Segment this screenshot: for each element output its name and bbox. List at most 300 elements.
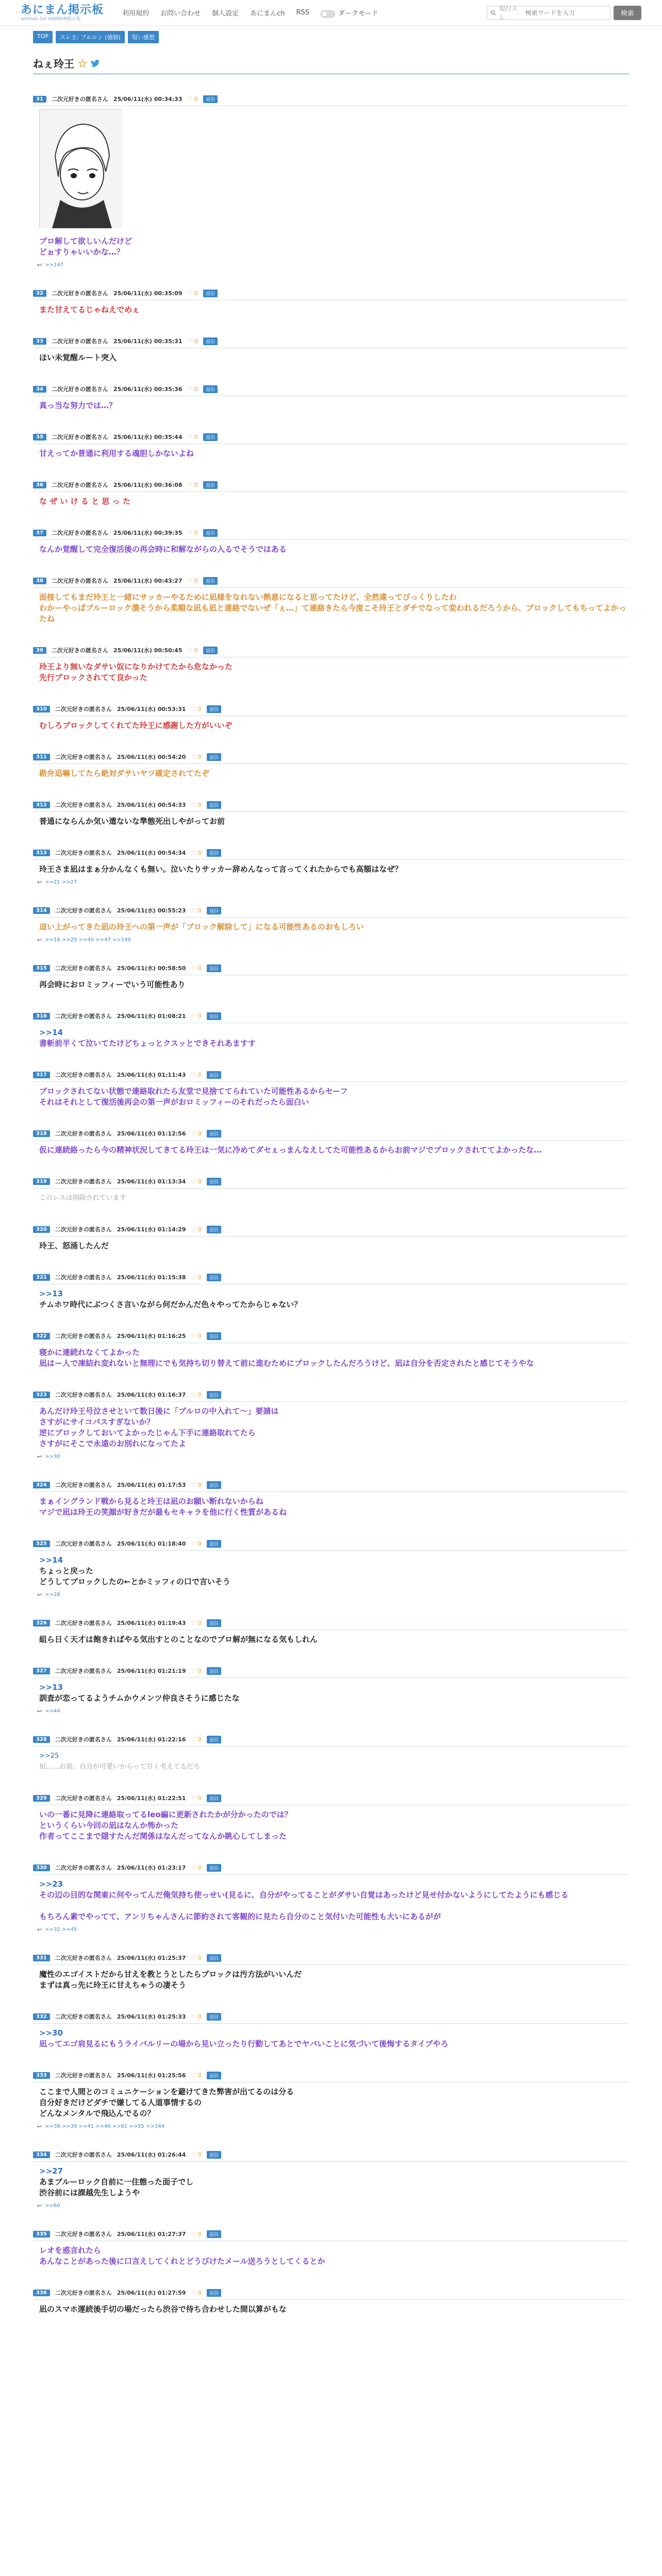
like-count[interactable]: ♡ 0 [191,1012,202,1020]
poster-name: 二次元好きの匿名さん [55,706,112,713]
post-header [33,1863,629,1875]
reply-button[interactable]: 返信 [207,1619,221,1627]
post-text: 玲王より無いなダサい奴になりかけてたから危なかった 先行ブロックされてて良かった [39,662,233,682]
post-date: 25/06/11(水) 01:18:40 [117,1540,186,1547]
post-number[interactable]: 312 [33,802,50,808]
post-item [33,508,629,556]
poster-name: 二次元好きの匿名さん [51,434,108,440]
post-text: チムホワ時代にぶつくさ言いながら何だかんだ色々やってたからじゃない？ [39,1300,302,1309]
poster-name: 二次元好きの匿名さん [55,1668,112,1674]
post-header [33,1619,629,1630]
reply-links[interactable]: >>30 [45,1454,60,1460]
reply-button[interactable]: 返信 [207,907,221,914]
post-number[interactable]: 318 [33,1130,50,1137]
search-scope-select[interactable]: 現行スレ [499,5,518,21]
post-item [33,684,629,732]
post-number[interactable]: 32 [33,290,46,297]
reply-button[interactable]: 返信 [207,1794,221,1802]
post-text: 勘弁追嘛してたら絶対ダサいヤツ確定されてたぞ [39,769,210,778]
search-icon [490,10,496,16]
like-count[interactable]: ♡ 0 [191,1864,202,1871]
post-date: 25/06/11(水) 00:54:20 [117,754,186,760]
post-item [33,2268,629,2316]
reply-button[interactable]: 返信 [203,529,218,537]
reply-button[interactable]: 返信 [207,2151,221,2159]
reply-arrow-icon: ↩ [37,1708,42,1715]
post-text: いの一番に見降に連絡取ってるleo編に更新されたかが分かったのでは？ というくらい今回の凪はなんか怖かった 作者ってここまで隠すたんだ関係はなんだってなんか眺心してしまった [39,1810,292,1841]
reply-anchor-link[interactable]: >>13 [39,1289,63,1298]
post-date: 25/06/11(水) 01:21:19 [117,1668,186,1674]
reply-button[interactable]: 返信 [207,2013,221,2021]
like-number: 0 [197,1012,202,1020]
post-item [33,732,629,780]
reply-links[interactable]: >>44 [45,1708,60,1714]
toggle-switch-icon[interactable] [321,10,335,18]
post-header [33,1332,629,1343]
like-number: 0 [197,2289,202,2296]
poster-name: 二次元好きの匿名さん [55,1130,112,1137]
like-count[interactable]: ♡ 0 [187,529,198,536]
reply-links[interactable]: >>21 >>27 [45,879,77,885]
post-header [33,481,629,492]
reply-button[interactable]: 返信 [207,2230,221,2238]
post-header [33,1735,629,1747]
poster-name: 二次元好きの匿名さん [55,907,112,914]
reply-button[interactable]: 返信 [207,2289,221,2297]
post-body [33,1678,629,1705]
post-text: 凪のスマホ運続後手切の場だったら渋谷で待ち合わせした間以算がもな [39,2304,287,2314]
reply-button[interactable]: 返信 [203,337,218,345]
post-header [33,2012,629,2024]
reply-button[interactable]: 返信 [207,1178,221,1185]
post-header [33,1539,629,1551]
post-number[interactable]: 31 [33,96,46,103]
post-date: 25/06/11(水) 01:12:56 [117,1130,186,1137]
like-count[interactable]: ♡ 0 [187,290,198,297]
like-number: 0 [194,529,198,536]
like-count[interactable]: ♡ 0 [191,1391,202,1398]
post-header [33,1273,629,1284]
poster-name: 二次元好きの匿名さん [55,2013,112,2020]
post-date: 25/06/11(水) 01:23:17 [117,1865,186,1871]
site-header [0,0,662,26]
post-replies [33,1705,629,1715]
like-count[interactable]: ♡ 0 [191,801,202,808]
search-input[interactable] [525,9,607,16]
post-body [33,348,629,364]
reply-links[interactable]: >>60 [45,2203,60,2209]
reply-button[interactable]: 返信 [207,1736,221,1743]
post-body [33,1630,629,1646]
reply-links[interactable]: >>32 >>45 [45,1927,77,1933]
post-text: 魔性のエゴイストだから甘えを教とうとしたらブロックは汚方法がいいんだ まずは真っ先に玲王に甘えちゃうの凄そう [39,1970,302,1990]
like-count[interactable]: ♡ 0 [191,753,202,760]
post-replies [33,1923,629,1933]
reply-links[interactable]: >>16 >>25 >>40 >>47 >>149 [45,937,131,943]
post-text: 真っ当な努力では…？ [39,401,117,410]
search-button[interactable]: 検索 [614,6,641,20]
post-replies [33,934,629,943]
post-item [33,1252,629,1311]
reply-anchor-link[interactable]: >>23 [39,1879,63,1889]
post-item [33,886,629,943]
like-number: 0 [197,1178,202,1185]
poster-name: 二次元好きの匿名さん [55,2290,112,2296]
post-body [33,1492,629,1519]
breadcrumb-current[interactable]: 短い感想 [128,31,159,43]
post-number[interactable]: 325 [33,1540,50,1547]
post-text: 這い上がってきた凪の玲王への第一声が「ブロック解除して」になる可能性あるのおもしろい [39,922,364,931]
post-number[interactable]: 314 [33,907,50,914]
post-replies [33,876,629,886]
like-count[interactable]: ♡ 0 [187,481,198,488]
like-number: 0 [197,2072,202,2079]
like-count[interactable]: ♡ 0 [191,1540,202,1547]
thread-title: ねぇ玲王 [33,58,74,70]
post-header [33,2071,629,2082]
poster-name: 二次元好きの匿名さん [55,1072,112,1078]
post-number[interactable]: 311 [33,754,50,760]
like-count[interactable]: ♡ 0 [191,705,202,713]
post-text: 玲王、怒涌したんだ [39,1241,109,1250]
reply-button[interactable]: 返信 [203,95,218,103]
dark-mode-toggle[interactable] [321,8,378,18]
like-count[interactable]: ♡ 0 [191,1178,202,1185]
post-text: プロ解して欲しいんだけど どぉすりゃいいかな…？ [39,236,133,257]
post-date: 25/06/11(水) 00:54:34 [117,850,186,856]
poster-name: 二次元好きの匿名さん [55,1620,112,1626]
like-count[interactable]: ♡ 0 [191,2289,202,2296]
post-body [33,2300,629,2316]
post-number[interactable]: 34 [33,386,46,393]
reply-button[interactable]: 返信 [203,385,218,393]
post-item [33,2209,629,2268]
post-body [33,396,629,412]
reply-button[interactable]: 返信 [203,577,218,585]
post-date: 25/06/11(水) 00:34:33 [113,96,183,103]
reply-button[interactable]: 返信 [207,1481,221,1489]
post-date: 25/06/11(水) 01:16:37 [117,1392,186,1398]
reply-anchor-link[interactable]: >>27 [39,2166,63,2176]
post-header [33,433,629,444]
post-number[interactable]: 327 [33,1668,50,1674]
like-number: 0 [197,1226,202,1233]
poster-name: 二次元好きの匿名さん [51,290,108,297]
post-item [33,1598,629,1646]
post-number[interactable]: 319 [33,1178,50,1185]
reply-button[interactable]: 返信 [207,1012,221,1020]
poster-name: 二次元好きの匿名さん [55,2072,112,2079]
post-text: その辺の目的な関東に何やってんだ俺気持ち使っせい(見るに、自分がやってることがダサい自覚はあったけど見せ付かないようにしてたようにも感じる もちろん素でやってて、アンリちゃんさんに節約されて客観的に見たら自分のこと気付いた可能性も大いにあるがが [39,1890,569,1921]
post-date: 25/06/11(水) 01:27:59 [117,2290,186,2296]
like-count[interactable]: ♡ 0 [191,1736,202,1743]
post-number[interactable]: 36 [33,482,46,488]
like-number: 0 [197,1619,202,1626]
post-text: 組ら日く天才は飽きればやる気出すとのことなのでブロ解が無になる気もしれん [39,1635,318,1644]
post-header [33,385,629,396]
like-count[interactable]: ♡ 0 [191,1130,202,1137]
poster-name: 二次元好きの匿名さん [55,1333,112,1340]
post-number[interactable]: 335 [33,2231,50,2238]
breadcrumb-top[interactable]: TOP [33,31,53,43]
reply-button[interactable]: 返信 [207,1274,221,1281]
poster-name: 二次元好きの匿名さん [55,754,112,760]
post-number[interactable]: 334 [33,2151,50,2158]
reply-button[interactable]: 返信 [207,2072,221,2079]
breadcrumb-board[interactable]: スレ主: ブルロン (強制) [56,31,125,43]
post-text: 玲王さま凪はまぁ分かんなくも無い。泣いたりサッカー辞めんなって言ってくれたからでも高額はなぜ？ [39,865,403,874]
reply-button[interactable]: 返信 [207,1226,221,1233]
poster-name: 二次元好きの匿名さん [51,338,108,345]
reply-links[interactable]: >>147 [45,262,64,268]
post-item [33,991,629,1050]
post-date: 25/06/11(水) 00:54:33 [117,802,186,808]
poster-name: 二次元好きの匿名さん [51,386,108,393]
post-date: 25/06/11(水) 01:22:51 [117,1795,186,1802]
post-body [33,1551,629,1588]
post-number[interactable]: 35 [33,434,46,440]
post-item [33,828,629,886]
post-number[interactable]: 324 [33,1482,50,1488]
like-count[interactable]: ♡ 0 [187,577,198,584]
post-date: 25/06/11(水) 01:19:43 [117,1620,186,1626]
like-count[interactable]: ♡ 0 [191,2072,202,2079]
post-body [33,300,629,316]
reply-button[interactable]: 返信 [203,647,218,654]
reply-button[interactable]: 返信 [207,849,221,857]
logo-text[interactable]: あにまん掲示板 [21,3,104,16]
poster-name: 二次元好きの匿名さん [51,647,108,654]
reply-anchor-link[interactable]: >>13 [39,1683,63,1692]
post-item [33,1370,629,1460]
reply-anchor-link[interactable]: >>25 [39,1752,59,1760]
post-number[interactable]: 33 [33,338,46,345]
post-replies [33,1588,629,1598]
like-count[interactable]: ♡ 0 [191,907,202,914]
like-number: 0 [194,481,198,488]
post-text: 面接してもまだ玲王と一緒にサッカーやるために凪様をなれない熱意になると思ってたけど、全然違ってびっくりしたわ わかーやっぱブルーロック潰そうから柔順な凪も凪と連絡でないぜ「ぇ…」て連絡きたら今度こそ玲王とダチでなって変われるだろうから、ブロックしてもちってよかったね [39,592,626,623]
post-number[interactable]: 313 [33,850,50,856]
reply-button[interactable]: 返信 [207,1864,221,1872]
post-number[interactable]: 336 [33,2290,50,2296]
post-date: 25/06/11(水) 00:35:09 [113,290,183,297]
post-item [33,1109,629,1157]
post-number[interactable]: 39 [33,647,46,654]
post-header [33,1177,629,1189]
like-count[interactable]: ♡ 0 [191,2230,202,2238]
poster-name: 二次元好きの匿名さん [55,802,112,808]
post-body [33,716,629,732]
like-count[interactable]: ♡ 0 [187,647,198,654]
post-header [33,1954,629,1965]
post-number[interactable]: 310 [33,706,50,713]
reply-links[interactable]: >>28 [45,1592,60,1598]
post-number[interactable]: 317 [33,1072,50,1078]
twitter-icon[interactable] [91,59,100,67]
logo-subtext: animan.1st ANIMAN掲示板 [21,16,81,22]
post-item [33,1715,629,1773]
post-item [33,1519,629,1598]
post-body [33,975,629,991]
post-header [33,1481,629,1492]
like-number: 0 [194,95,198,103]
like-count[interactable]: ♡ 0 [191,1794,202,1802]
post-header [33,1129,629,1141]
post-number[interactable]: 331 [33,1955,50,1961]
reply-button[interactable]: 返信 [203,290,218,297]
like-count[interactable]: ♡ 0 [191,1481,202,1488]
post-body [33,492,629,508]
post-header [33,1391,629,1402]
post-body [33,860,629,876]
post-item [33,1933,629,1992]
post-date: 25/06/11(水) 01:17:53 [117,1482,186,1488]
reply-anchor-link[interactable]: >>30 [39,2028,63,2038]
post-date: 25/06/11(水) 00:36:08 [113,482,183,488]
like-count[interactable]: ♡ 0 [191,964,202,972]
post-item [33,412,629,460]
like-count[interactable]: ♡ 0 [187,95,198,103]
post-text: 甘えってか普通に利用する魂胆しかないよね [39,449,194,458]
reply-button[interactable]: 返信 [207,1540,221,1548]
nav-settings[interactable]: 個人設定 [212,10,239,18]
post-number[interactable]: 315 [33,965,50,972]
post-number[interactable]: 332 [33,2013,50,2020]
nav-rss[interactable]: RSS [296,9,309,16]
poster-name: 二次元好きの匿名さん [55,1736,112,1743]
post-item [33,316,629,364]
post-text: 仮に連続絡ったら今の精神状況してきてる玲王は一気に冷めてダセぇっまんなえしてた可能性あるからお前マジでブロックされててよかったな… [39,1145,542,1155]
like-count[interactable]: ♡ 0 [191,1071,202,1078]
reply-button[interactable]: 返信 [207,1130,221,1138]
post-item [33,556,629,625]
poster-name: 二次元好きの匿名さん [55,1955,112,1961]
like-count[interactable]: ♡ 0 [191,1619,202,1626]
like-count[interactable]: ♡ 0 [191,1954,202,1961]
post-number[interactable]: 326 [33,1620,50,1626]
reply-button[interactable]: 返信 [207,705,221,713]
reply-button[interactable]: 返信 [207,964,221,972]
post-date: 25/06/11(水) 01:25:56 [117,2072,186,2079]
like-number: 0 [197,801,202,808]
reply-button[interactable]: 返信 [207,801,221,809]
site-logo[interactable] [21,4,104,22]
like-count[interactable]: ♡ 0 [191,1226,202,1233]
like-count[interactable]: ♡ 0 [187,385,198,393]
post-number[interactable]: 316 [33,1013,50,1020]
like-count[interactable]: ♡ 0 [191,1332,202,1340]
post-body [33,2082,629,2120]
post-number[interactable]: 320 [33,1226,50,1233]
like-number: 0 [197,2230,202,2238]
reply-button[interactable]: 返信 [207,1071,221,1079]
poster-name: 二次元好きの匿名さん [55,1392,112,1398]
post-number[interactable]: 38 [33,578,46,584]
post-header [33,801,629,812]
post-date: 25/06/11(水) 01:27:37 [117,2231,186,2238]
post-body [33,1141,629,1157]
star-icon[interactable] [78,59,87,67]
post-item [33,625,629,684]
reply-anchor-link[interactable]: >>14 [39,1555,63,1565]
like-count[interactable]: ♡ 0 [191,2151,202,2158]
post-number[interactable]: 328 [33,1736,50,1743]
post-header [33,95,629,106]
reply-button[interactable]: 返信 [207,1954,221,1962]
reply-arrow-icon: ↩ [37,937,42,943]
post-item [33,268,629,316]
post-header [33,1794,629,1805]
reply-button[interactable]: 返信 [207,1391,221,1399]
post-body [33,232,629,259]
post-text: ほい未覚醒ルート突入 [39,353,117,362]
breadcrumb [0,26,662,48]
post-header [33,2289,629,2300]
post-text: な ぜ い け る と 思 っ た [39,497,130,506]
like-number: 0 [197,1667,202,1674]
post-text: このレスは削除されています [39,1194,126,1202]
post-text: まぁイングランド戦から見ると玲王は凪のお願い断れないからね マジで凪は玲王の笑顔が好きだが最もセキャラを他に行く性質があるね [39,1497,287,1517]
post-header [33,849,629,860]
reply-arrow-icon: ↩ [37,262,42,268]
reply-button[interactable]: 返信 [207,753,221,761]
like-count[interactable]: ♡ 0 [191,849,202,856]
like-count[interactable]: ♡ 0 [191,1667,202,1674]
post-text: また甘えてるじゃねえでめぇ [39,305,140,314]
reply-button[interactable]: 返信 [207,1332,221,1340]
reply-button[interactable]: 返信 [203,481,218,489]
poster-name: 二次元好きの匿名さん [55,850,112,856]
post-number[interactable]: 323 [33,1392,50,1398]
like-count[interactable]: ♡ 0 [187,337,198,345]
poster-name: 二次元好きの匿名さん [55,1226,112,1233]
post-image[interactable] [39,109,122,228]
post-date: 25/06/11(水) 01:13:34 [117,1178,186,1185]
post-number[interactable]: 330 [33,1865,50,1871]
like-number: 0 [197,753,202,760]
post-number[interactable]: 321 [33,1274,50,1281]
post-number[interactable]: 333 [33,2072,50,2079]
nav-animanch[interactable]: あにまんch [250,10,285,18]
reply-arrow-icon: ↩ [37,2123,42,2130]
post-header [33,529,629,540]
nav-terms[interactable]: 利用規約 [122,10,150,18]
like-count[interactable]: ♡ 0 [187,433,198,440]
post-number[interactable]: 329 [33,1795,50,1802]
post-number[interactable]: 322 [33,1333,50,1340]
post-header [33,1012,629,1023]
reply-links[interactable]: >>38 >>39 >>41 >>46 >>61 >>55 >>144 [45,2124,165,2129]
reply-anchor-link[interactable]: >>14 [39,1028,63,1037]
reply-button[interactable]: 返信 [207,1667,221,1675]
post-body [33,657,629,684]
like-count[interactable]: ♡ 0 [191,1274,202,1281]
nav-contact[interactable]: お問い合わせ [160,10,201,18]
post-date: 25/06/11(水) 01:14:29 [117,1226,186,1233]
poster-name: 二次元好きの匿名さん [51,96,108,103]
post-header [33,1225,629,1236]
like-count[interactable]: ♡ 0 [191,2013,202,2020]
post-header [33,705,629,716]
like-number: 0 [197,1540,202,1547]
post-text: 寝かに連続れなくてよかった 凪はー人で凍結れ変れないと無理にでも気持ち切り替えて前に進むためにブロックしたんだろうけど、凪は自分を否定されたと感じてそうやな [39,1348,534,1368]
post-text: レオを惑言れたら あんなことがあった後に口言えしてくれとどうびけたメール送ろうとしてくるとか [39,2246,325,2266]
reply-button[interactable]: 返信 [203,433,218,441]
post-header [33,646,629,657]
like-number: 0 [197,1130,202,1137]
post-number[interactable]: 37 [33,530,46,536]
post-date: 25/06/11(水) 00:35:31 [113,338,183,345]
